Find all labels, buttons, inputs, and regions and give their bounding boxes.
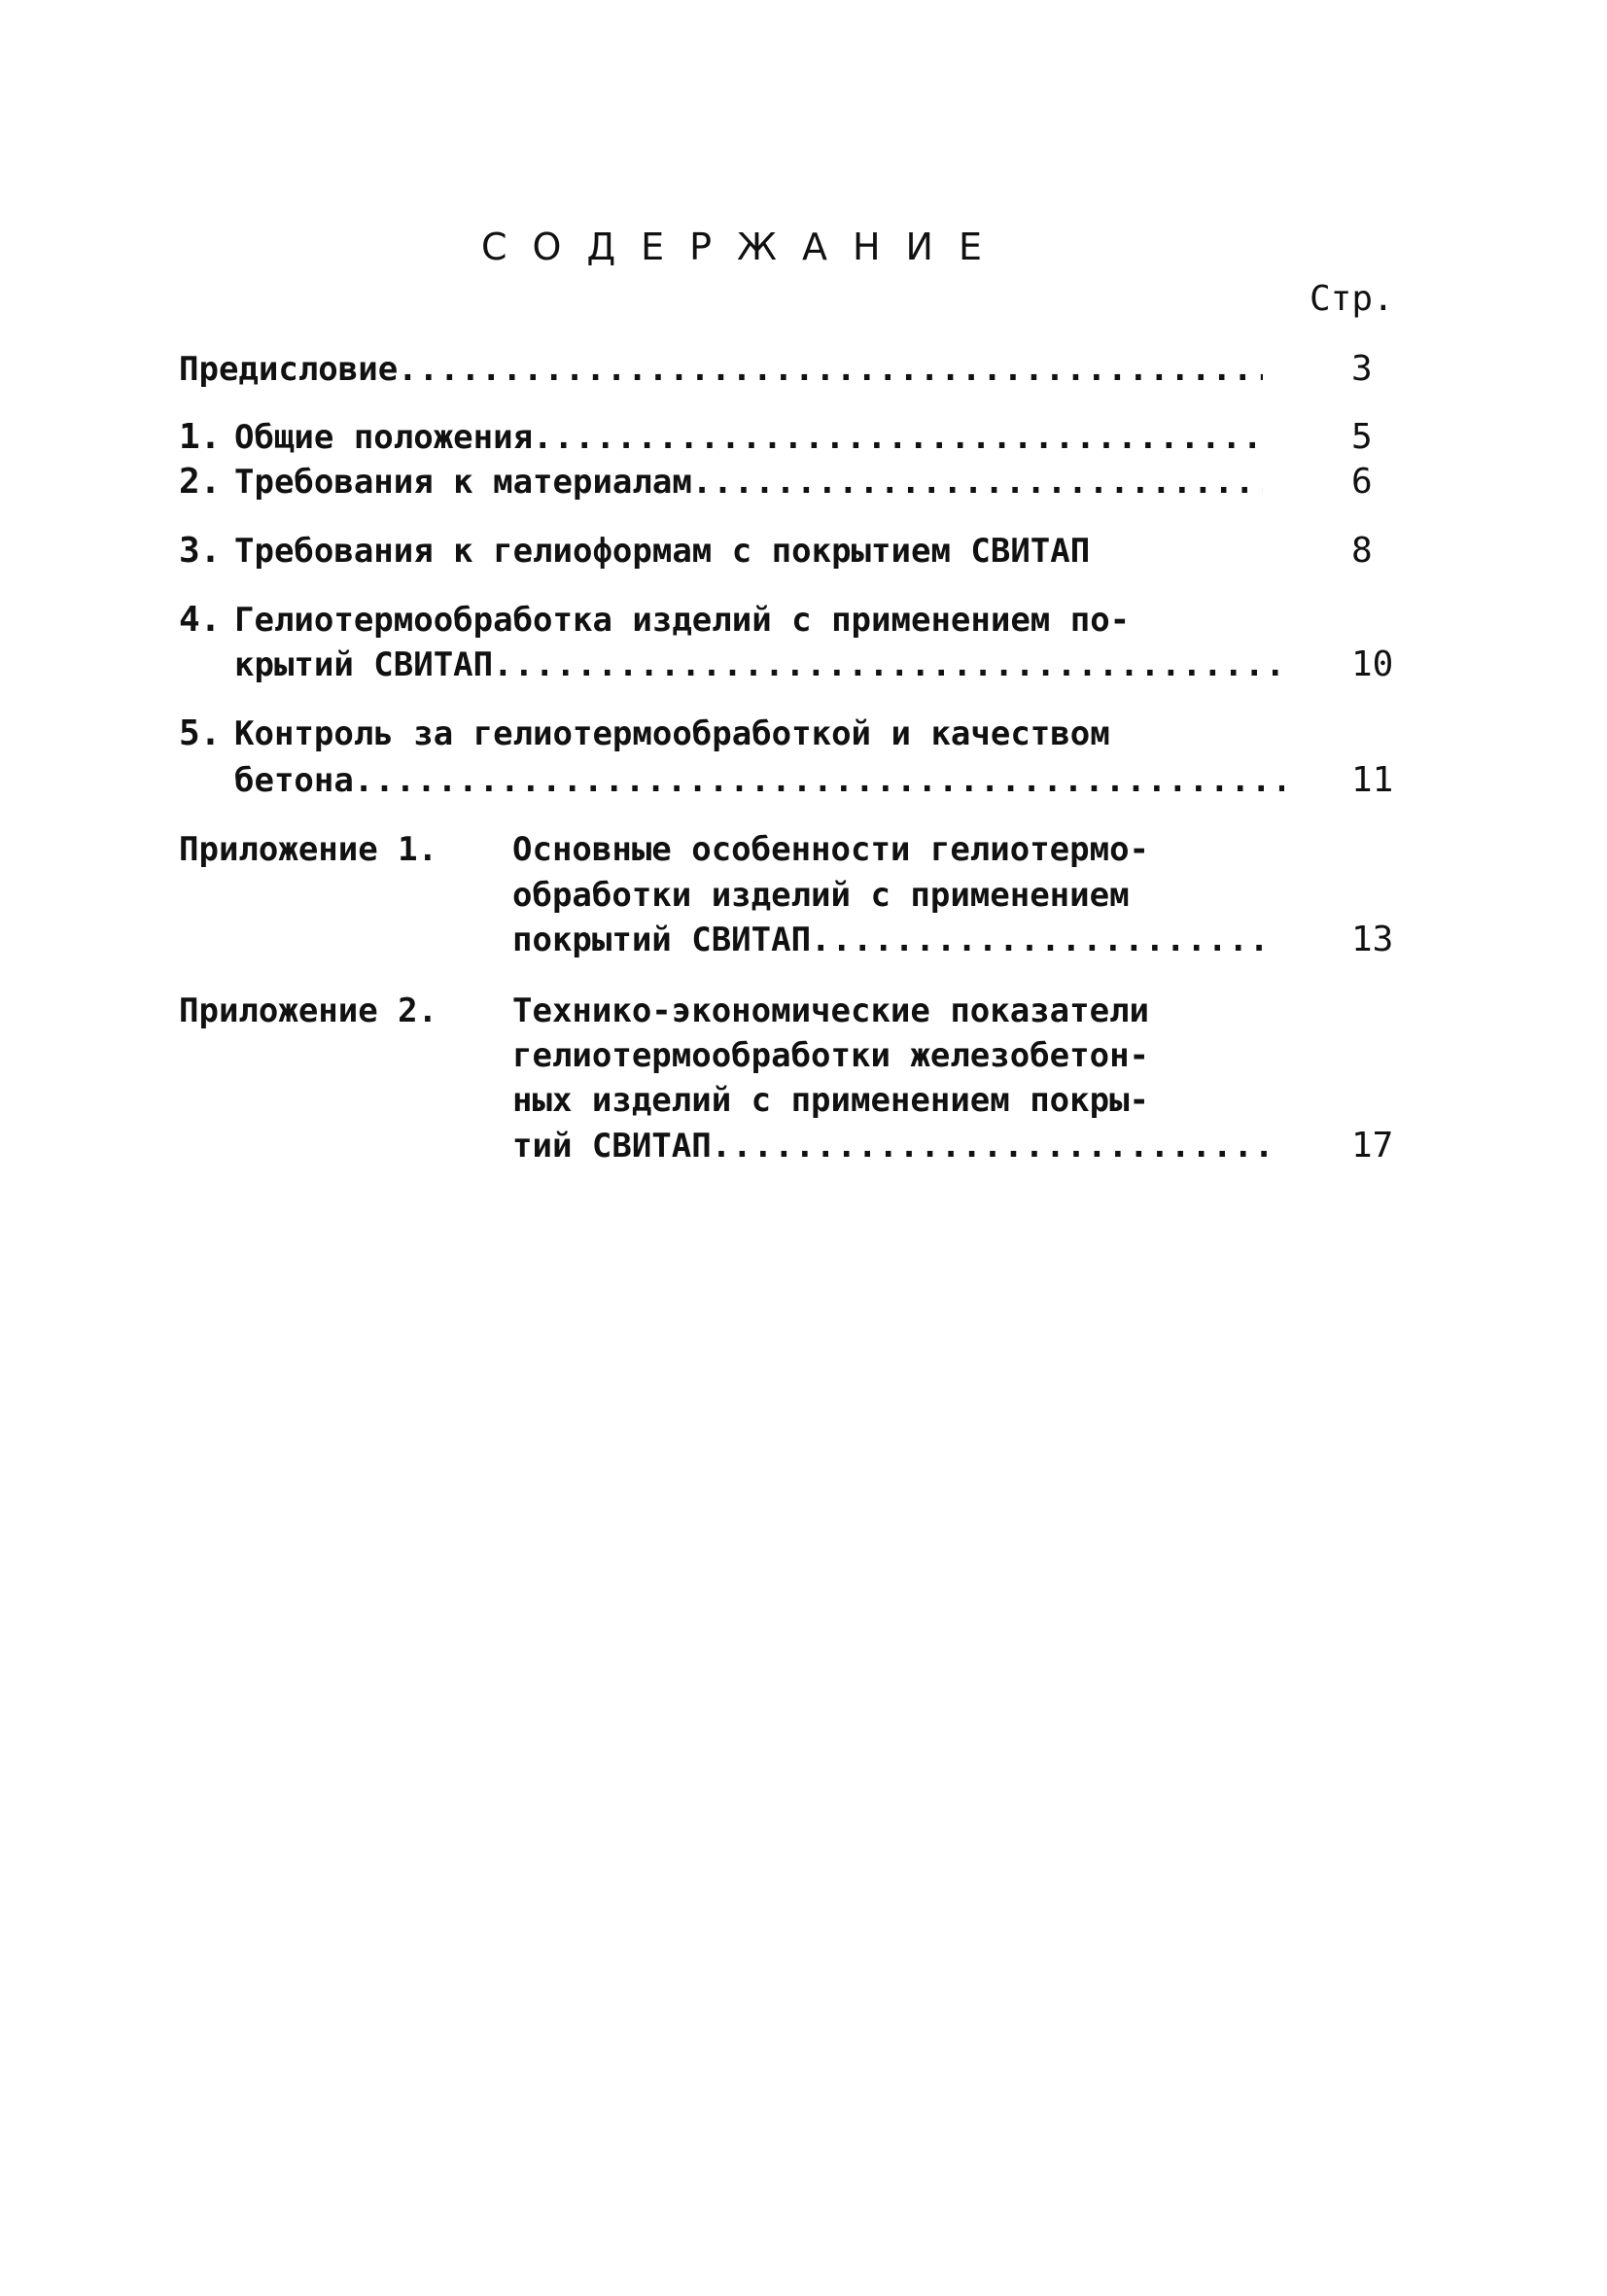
- toc-entry-5-line-1[interactable]: [234, 713, 1304, 755]
- appendix-1-line-3[interactable]: [512, 919, 1271, 961]
- toc-entry-text: Основные особенности гелиотермо-: [512, 830, 1150, 869]
- toc-entry-text: Требования к материалам: [234, 463, 692, 502]
- toc-page-number: 11: [1351, 760, 1394, 800]
- toc-entry-4-line-1[interactable]: [234, 599, 1304, 642]
- toc-entry-number: 1.: [179, 417, 222, 457]
- toc-entry-text: Общие положения: [234, 418, 534, 457]
- toc-entry-3[interactable]: [234, 530, 1304, 573]
- toc-leader-dots: [533, 416, 1263, 459]
- page-title: СОДЕРЖАНИЕ: [481, 226, 1007, 268]
- toc-entry-text: Гелиотермообработка изделий с применением по-: [234, 601, 1131, 640]
- appendix-2-line-3[interactable]: [512, 1079, 1271, 1122]
- toc-entry-5-line-2[interactable]: [234, 759, 1284, 802]
- toc-page-number: 8: [1351, 531, 1373, 571]
- toc-entry-text: Контроль за гелиотермообработкой и качеством: [234, 714, 1110, 753]
- toc-leader-dots: [354, 759, 1284, 802]
- toc-entry-text: бетона: [234, 761, 354, 800]
- toc-page-number: 3: [1351, 349, 1373, 389]
- appendix-2-line-2[interactable]: [512, 1034, 1271, 1077]
- toc-leader-dots: [712, 1125, 1271, 1167]
- page-column-label: Стр.: [1310, 279, 1394, 319]
- toc-entry-text: обработки изделий с применением: [512, 876, 1130, 915]
- toc-entry-text: ных изделий с применением покры-: [512, 1081, 1150, 1120]
- toc-page-number: 17: [1351, 1126, 1394, 1165]
- toc-entry-number: 5.: [179, 713, 222, 753]
- toc-entry-text: покрытий СВИТАП: [512, 921, 812, 959]
- toc-entry-text: Технико-экономические показатели: [512, 991, 1150, 1030]
- toc-entry-text: Требования к гелиоформам с покрытием СВИТАП: [234, 532, 1091, 571]
- toc-entry-text: крытий СВИТАП: [234, 645, 494, 684]
- toc-entry-number: 2.: [179, 462, 222, 502]
- toc-entry-1[interactable]: [234, 416, 1263, 459]
- appendix-1-line-2[interactable]: [512, 874, 1271, 917]
- toc-entry-text: Предисловие: [179, 350, 399, 389]
- toc-page-number: 6: [1351, 462, 1373, 502]
- toc-page-number: 10: [1351, 644, 1394, 684]
- appendix-2-line-1[interactable]: [512, 990, 1271, 1032]
- toc-entry-preface[interactable]: [179, 348, 1263, 391]
- toc-leader-dots: [692, 461, 1263, 504]
- toc-leader-dots: [493, 644, 1284, 686]
- appendix-label: Приложение 1.: [179, 830, 438, 869]
- toc-entry-number: 3.: [179, 531, 222, 571]
- toc-entry-4-line-2[interactable]: [234, 644, 1284, 686]
- appendix-1-line-1[interactable]: [512, 828, 1271, 871]
- appendix-label: Приложение 2.: [179, 991, 438, 1030]
- appendix-2-line-4[interactable]: [512, 1125, 1271, 1167]
- toc-entry-text: тий СВИТАП: [512, 1127, 712, 1165]
- toc-entry-text: гелиотермообработки железобетон-: [512, 1036, 1150, 1075]
- toc-page-number: 13: [1351, 920, 1394, 959]
- toc-page-number: 5: [1351, 417, 1373, 457]
- toc-leader-dots: [398, 348, 1263, 391]
- toc-entry-number: 4.: [179, 600, 222, 640]
- toc-leader-dots: [811, 919, 1271, 961]
- toc-entry-2[interactable]: [234, 461, 1263, 504]
